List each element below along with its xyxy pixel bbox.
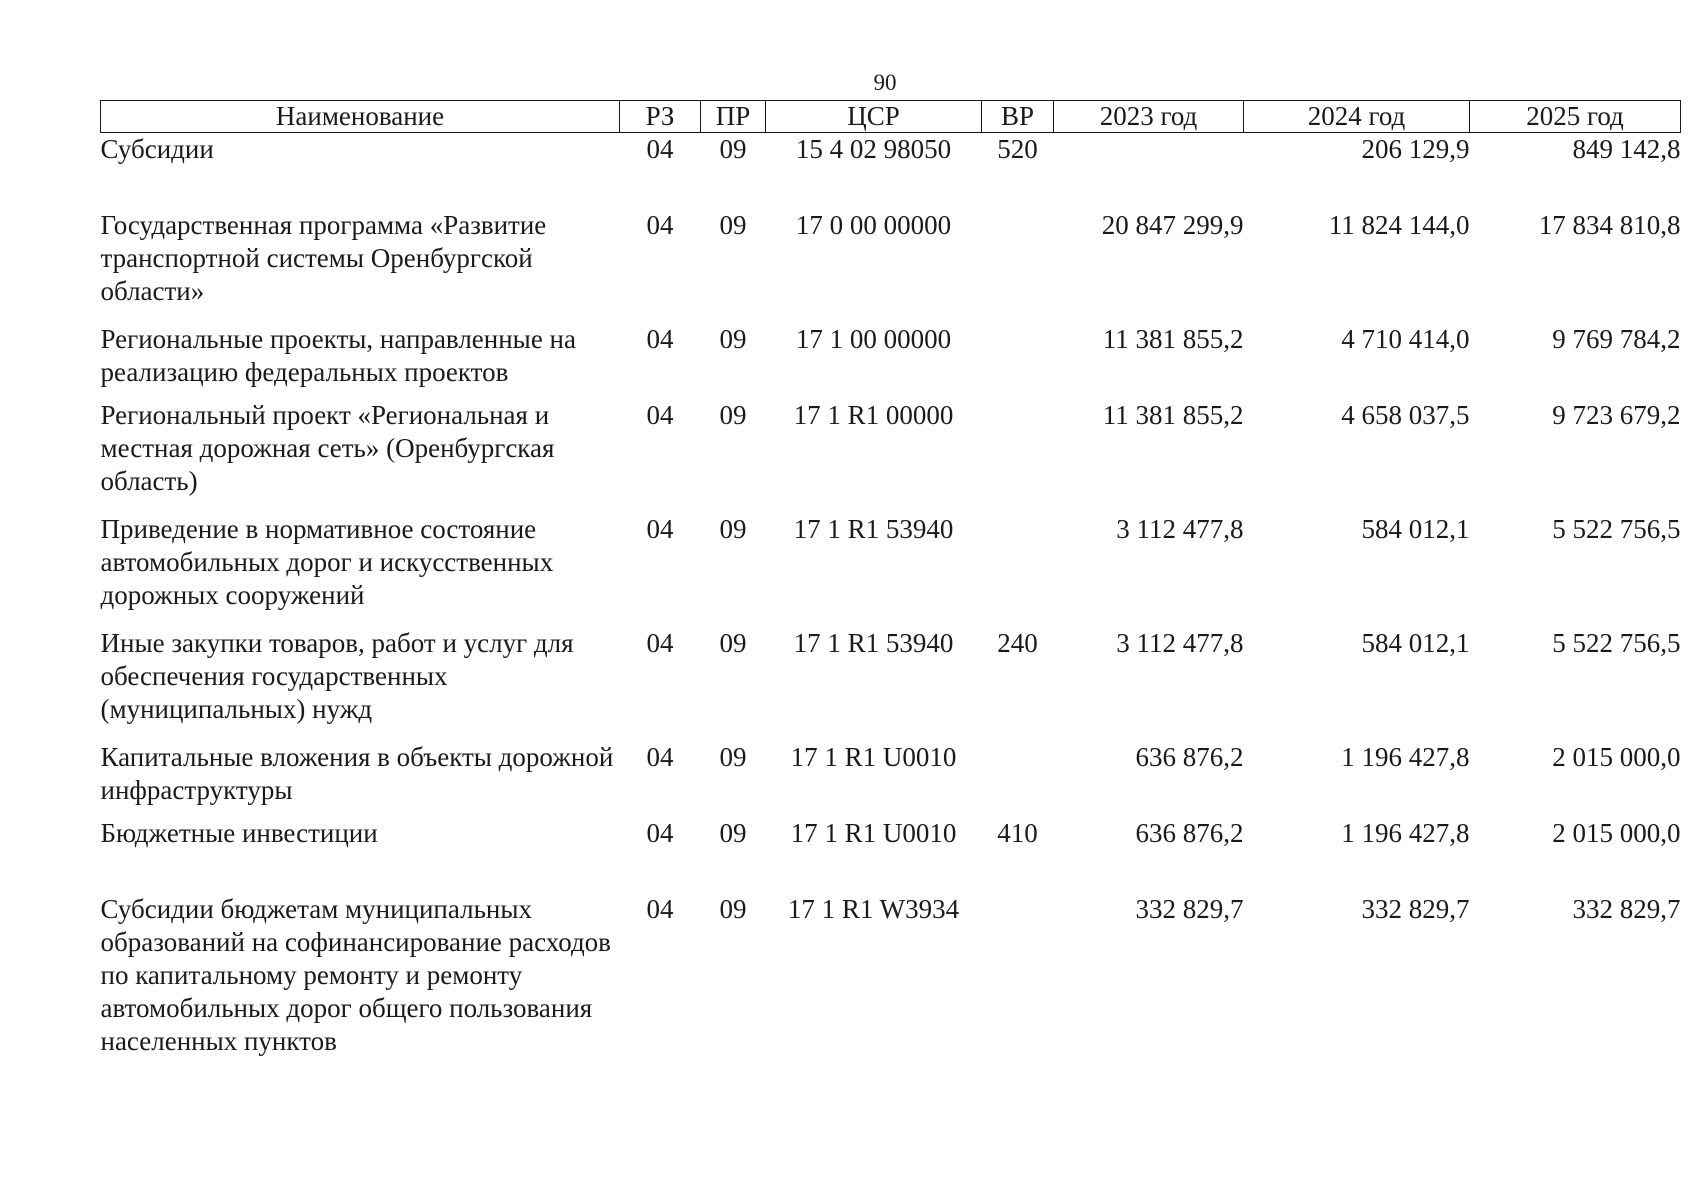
row-name: Субсидии	[100, 134, 214, 164]
row-2024: 206 129,9	[1361, 134, 1470, 164]
row-vr: 410	[997, 818, 1038, 848]
row-2024: 584 012,1	[1361, 514, 1470, 544]
row-name: Субсидии бюджетам муниципальных образований на софинансирование расходов по капитальному ремонту и ремонту автомобильных дорог общего пользования населенных пунктов	[100, 894, 611, 1056]
row-2023: 11 381 855,2	[1102, 400, 1244, 430]
row-rz: 04	[646, 134, 674, 164]
row-csr: 17 1 00 00000	[795, 324, 952, 354]
row-2023: 636 876,2	[1135, 742, 1244, 772]
row-2023	[1054, 133, 1244, 210]
row-pr: 09	[719, 742, 747, 772]
row-pr: 09	[719, 894, 747, 924]
page-number: 90	[873, 70, 897, 95]
row-2023: 3 112 477,8	[1116, 628, 1244, 658]
row-csr: 17 1 R1 U0010	[790, 818, 957, 848]
row-vr: 520	[997, 134, 1038, 164]
header-vr: ВР	[982, 101, 1054, 133]
row-2023: 3 112 477,8	[1116, 514, 1244, 544]
row-rz: 04	[646, 628, 674, 658]
row-pr: 09	[719, 134, 747, 164]
row-2025: 9 723 679,2	[1552, 400, 1681, 430]
row-rz: 04	[646, 818, 674, 848]
table-row	[101, 323, 1681, 399]
row-vr	[982, 513, 1054, 627]
row-2025: 9 769 784,2	[1552, 324, 1681, 354]
table-row	[101, 741, 1681, 817]
row-name: Капитальные вложения в объекты дорожной инфраструктуры	[100, 742, 614, 805]
row-vr	[982, 399, 1054, 513]
table-row	[101, 627, 1681, 741]
table-header-row	[101, 101, 1681, 133]
row-vr: 240	[997, 628, 1038, 658]
row-name: Региональный проект «Региональная и местная дорожная сеть» (Оренбургская область)	[100, 400, 555, 496]
row-pr: 09	[719, 210, 747, 240]
row-2025: 17 834 810,8	[1538, 210, 1681, 240]
row-name: Бюджетные инвестиции	[100, 818, 378, 848]
row-2025: 849 142,8	[1572, 134, 1681, 164]
row-2024: 1 196 427,8	[1341, 818, 1470, 848]
row-2025: 332 829,7	[1572, 894, 1681, 924]
row-name: Приведение в нормативное состояние автомобильных дорог и искусственных дорожных сооружений	[100, 514, 554, 610]
row-csr: 15 4 02 98050	[795, 134, 952, 164]
header-2023: 2023 год	[1054, 101, 1244, 133]
header-2025: 2025 год	[1470, 101, 1681, 133]
row-vr	[982, 741, 1054, 817]
row-vr	[982, 323, 1054, 399]
row-csr: 17 1 R1 00000	[793, 400, 954, 430]
row-2025: 2 015 000,0	[1552, 742, 1681, 772]
table-row	[101, 817, 1681, 893]
row-rz: 04	[646, 400, 674, 430]
header-csr: ЦСР	[766, 101, 982, 133]
row-pr: 09	[719, 514, 747, 544]
budget-table	[100, 100, 1681, 1072]
row-pr: 09	[719, 818, 747, 848]
row-csr: 17 1 R1 W3934	[787, 894, 960, 924]
header-name: Наименование	[101, 101, 620, 133]
row-2024: 11 824 144,0	[1328, 210, 1470, 240]
table-row	[101, 513, 1681, 627]
row-rz: 04	[646, 894, 674, 924]
row-name: Государственная программа «Развитие транспортной системы Оренбургской области»	[100, 210, 547, 306]
table-row	[101, 893, 1681, 1072]
row-2025: 2 015 000,0	[1552, 818, 1681, 848]
table-row	[101, 133, 1681, 210]
row-2023: 636 876,2	[1135, 818, 1244, 848]
row-2023: 11 381 855,2	[1102, 324, 1244, 354]
row-2024: 4 710 414,0	[1341, 324, 1470, 354]
row-2024: 1 196 427,8	[1341, 742, 1470, 772]
row-vr	[982, 209, 1054, 323]
row-rz: 04	[646, 742, 674, 772]
row-csr: 17 1 R1 53940	[793, 628, 954, 658]
row-2025: 5 522 756,5	[1552, 514, 1681, 544]
row-pr: 09	[719, 400, 747, 430]
table-row	[101, 209, 1681, 323]
row-rz: 04	[646, 324, 674, 354]
table-row	[101, 399, 1681, 513]
row-vr	[982, 893, 1054, 1072]
row-csr: 17 1 R1 53940	[793, 514, 954, 544]
row-2025: 5 522 756,5	[1552, 628, 1681, 658]
row-name: Иные закупки товаров, работ и услуг для обеспечения государственных (муниципальных) нужд	[100, 628, 574, 724]
row-2023: 20 847 299,9	[1101, 210, 1244, 240]
header-rz: РЗ	[620, 101, 701, 133]
row-2024: 332 829,7	[1361, 894, 1470, 924]
row-csr: 17 1 R1 U0010	[790, 742, 957, 772]
row-csr: 17 0 00 00000	[795, 210, 952, 240]
row-pr: 09	[719, 628, 747, 658]
row-rz: 04	[646, 210, 674, 240]
row-name: Региональные проекты, направленные на реализацию федеральных проектов	[100, 324, 576, 387]
row-2023: 332 829,7	[1135, 894, 1244, 924]
row-2024: 4 658 037,5	[1341, 400, 1470, 430]
row-2024: 584 012,1	[1361, 628, 1470, 658]
row-pr: 09	[719, 324, 747, 354]
header-2024: 2024 год	[1244, 101, 1470, 133]
row-rz: 04	[646, 514, 674, 544]
header-pr: ПР	[701, 101, 766, 133]
